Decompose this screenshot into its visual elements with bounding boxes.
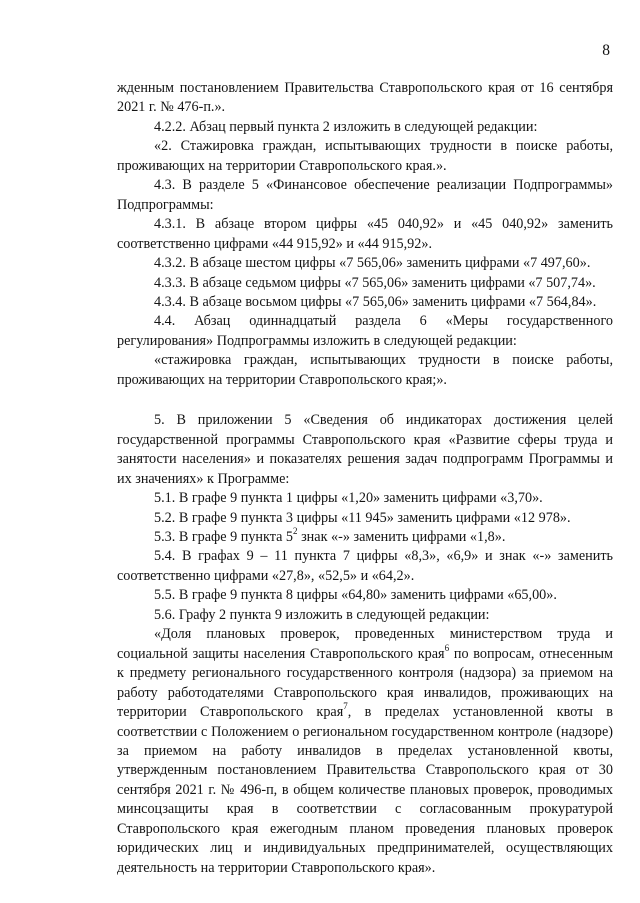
paragraph-4-3-1: 4.3.1. В абзаце втором цифры «45 040,92» и «45 040,92» заменить соответственно цифрами «44 915,92» и «44 915,92». [117, 216, 613, 252]
footnote-ref-2: 2 [293, 526, 298, 537]
paragraph-5-6: 5.6. Графу 2 пункта 9 изложить в следующей редакции: [154, 606, 490, 623]
paragraph-5: 5. В приложении 5 «Сведения об индикаторах достижения целей государственной программы Ставропольского края «Развитие сферы труда и занятости населения» и показателях решения задач подпрограмм Программы и их значениях» к Программе: [117, 412, 613, 487]
paragraph-gap [117, 390, 613, 411]
paragraph-5-3 [117, 528, 613, 547]
paragraph-4-3-2: 4.3.2. В абзаце шестом цифры «7 565,06» заменить цифрами «7 497,60». [154, 255, 591, 272]
paragraph-5-2: 5.2. В графе 9 пункта 3 цифры «11 945» заменить цифрами «12 978». [154, 509, 571, 526]
paragraph-5-3-before: 5.3. В графе 9 пункта 5 [154, 528, 294, 545]
paragraph-4-3-4: 4.3.4. В абзаце восьмом цифры «7 565,06» заменить цифрами «7 564,84». [154, 293, 597, 310]
paragraph-quote-share-part3: , в пределах установленной квоты в соответствии с Положением о региональном государственном контроле (надзоре) за приемом на работу инвалидов в пределах установленной квоты, утвержденным постановлением Правительства Ставропольского края от 30 сентября 2021 г. № 496-п, в общем количестве плановых проверок, проводимых минсоцзащиты края в соответствии с согласованным прокуратурой Ставропольского края ежегодным планом проведения плановых проверок юридических лиц и индивидуальных предпринимателей, осуществляющих деятельность на территории Ставропольского края». [117, 704, 613, 876]
page-number: 8 [602, 42, 610, 59]
footnote-ref-7: 7 [343, 701, 348, 712]
paragraph-4-2-2: 4.2.2. Абзац первый пункта 2 изложить в следующей редакции: [154, 118, 538, 135]
paragraph-quote-2: «2. Стажировка граждан, испытывающих трудности в поиске работы, проживающих на территории Ставропольского края.». [117, 138, 613, 174]
paragraph-4-3: 4.3. В разделе 5 «Финансовое обеспечение реализации Подпрограммы» Подпрограммы: [117, 177, 613, 213]
paragraph-quote-share [117, 625, 613, 878]
paragraph-4-3-3: 4.3.3. В абзаце седьмом цифры «7 565,06» заменить цифрами «7 507,74». [154, 274, 596, 291]
paragraph-5-5: 5.5. В графе 9 пункта 8 цифры «64,80» заменить цифрами «65,00». [154, 587, 557, 604]
footnote-ref-6: 6 [444, 642, 450, 653]
paragraph-5-1: 5.1. В графе 9 пункта 1 цифры «1,20» заменить цифрами «3,70». [154, 490, 543, 507]
paragraph-4-4: 4.4. Абзац одиннадцатый раздела 6 «Меры государственного регулирования» Подпрограммы изложить в следующей редакции: [117, 313, 613, 349]
paragraph-5-4: 5.4. В графах 9 – 11 пункта 7 цифры «8,3», «6,9» и знак «-» заменить соответственно цифрами «27,8», «52,5» и «64,2». [117, 548, 613, 584]
paragraph-5-3-after: знак «-» заменить цифрами «1,8». [297, 528, 506, 545]
document-body [117, 79, 613, 878]
paragraph-quote-internship: «стажировка граждан, испытывающих трудности в поиске работы, проживающих на территории Ставропольского края;». [117, 352, 613, 388]
paragraph-quote-share-part1: «Доля плановых проверок, проведенных министерством труда и социальной защиты населения Ставропольского края [117, 626, 613, 662]
paragraph-quote-share-part2: по вопросам, отнесенным к предмету регионального государственного контроля (надзора) за приемом на работу работодателями Ставропольского края инвалидов, проживающих на территории Ставропольского края [117, 645, 613, 721]
paragraph-continuation: жденным постановлением Правительства Ставропольского края от 16 сентября 2021 г. № 476-п.». [117, 80, 613, 116]
